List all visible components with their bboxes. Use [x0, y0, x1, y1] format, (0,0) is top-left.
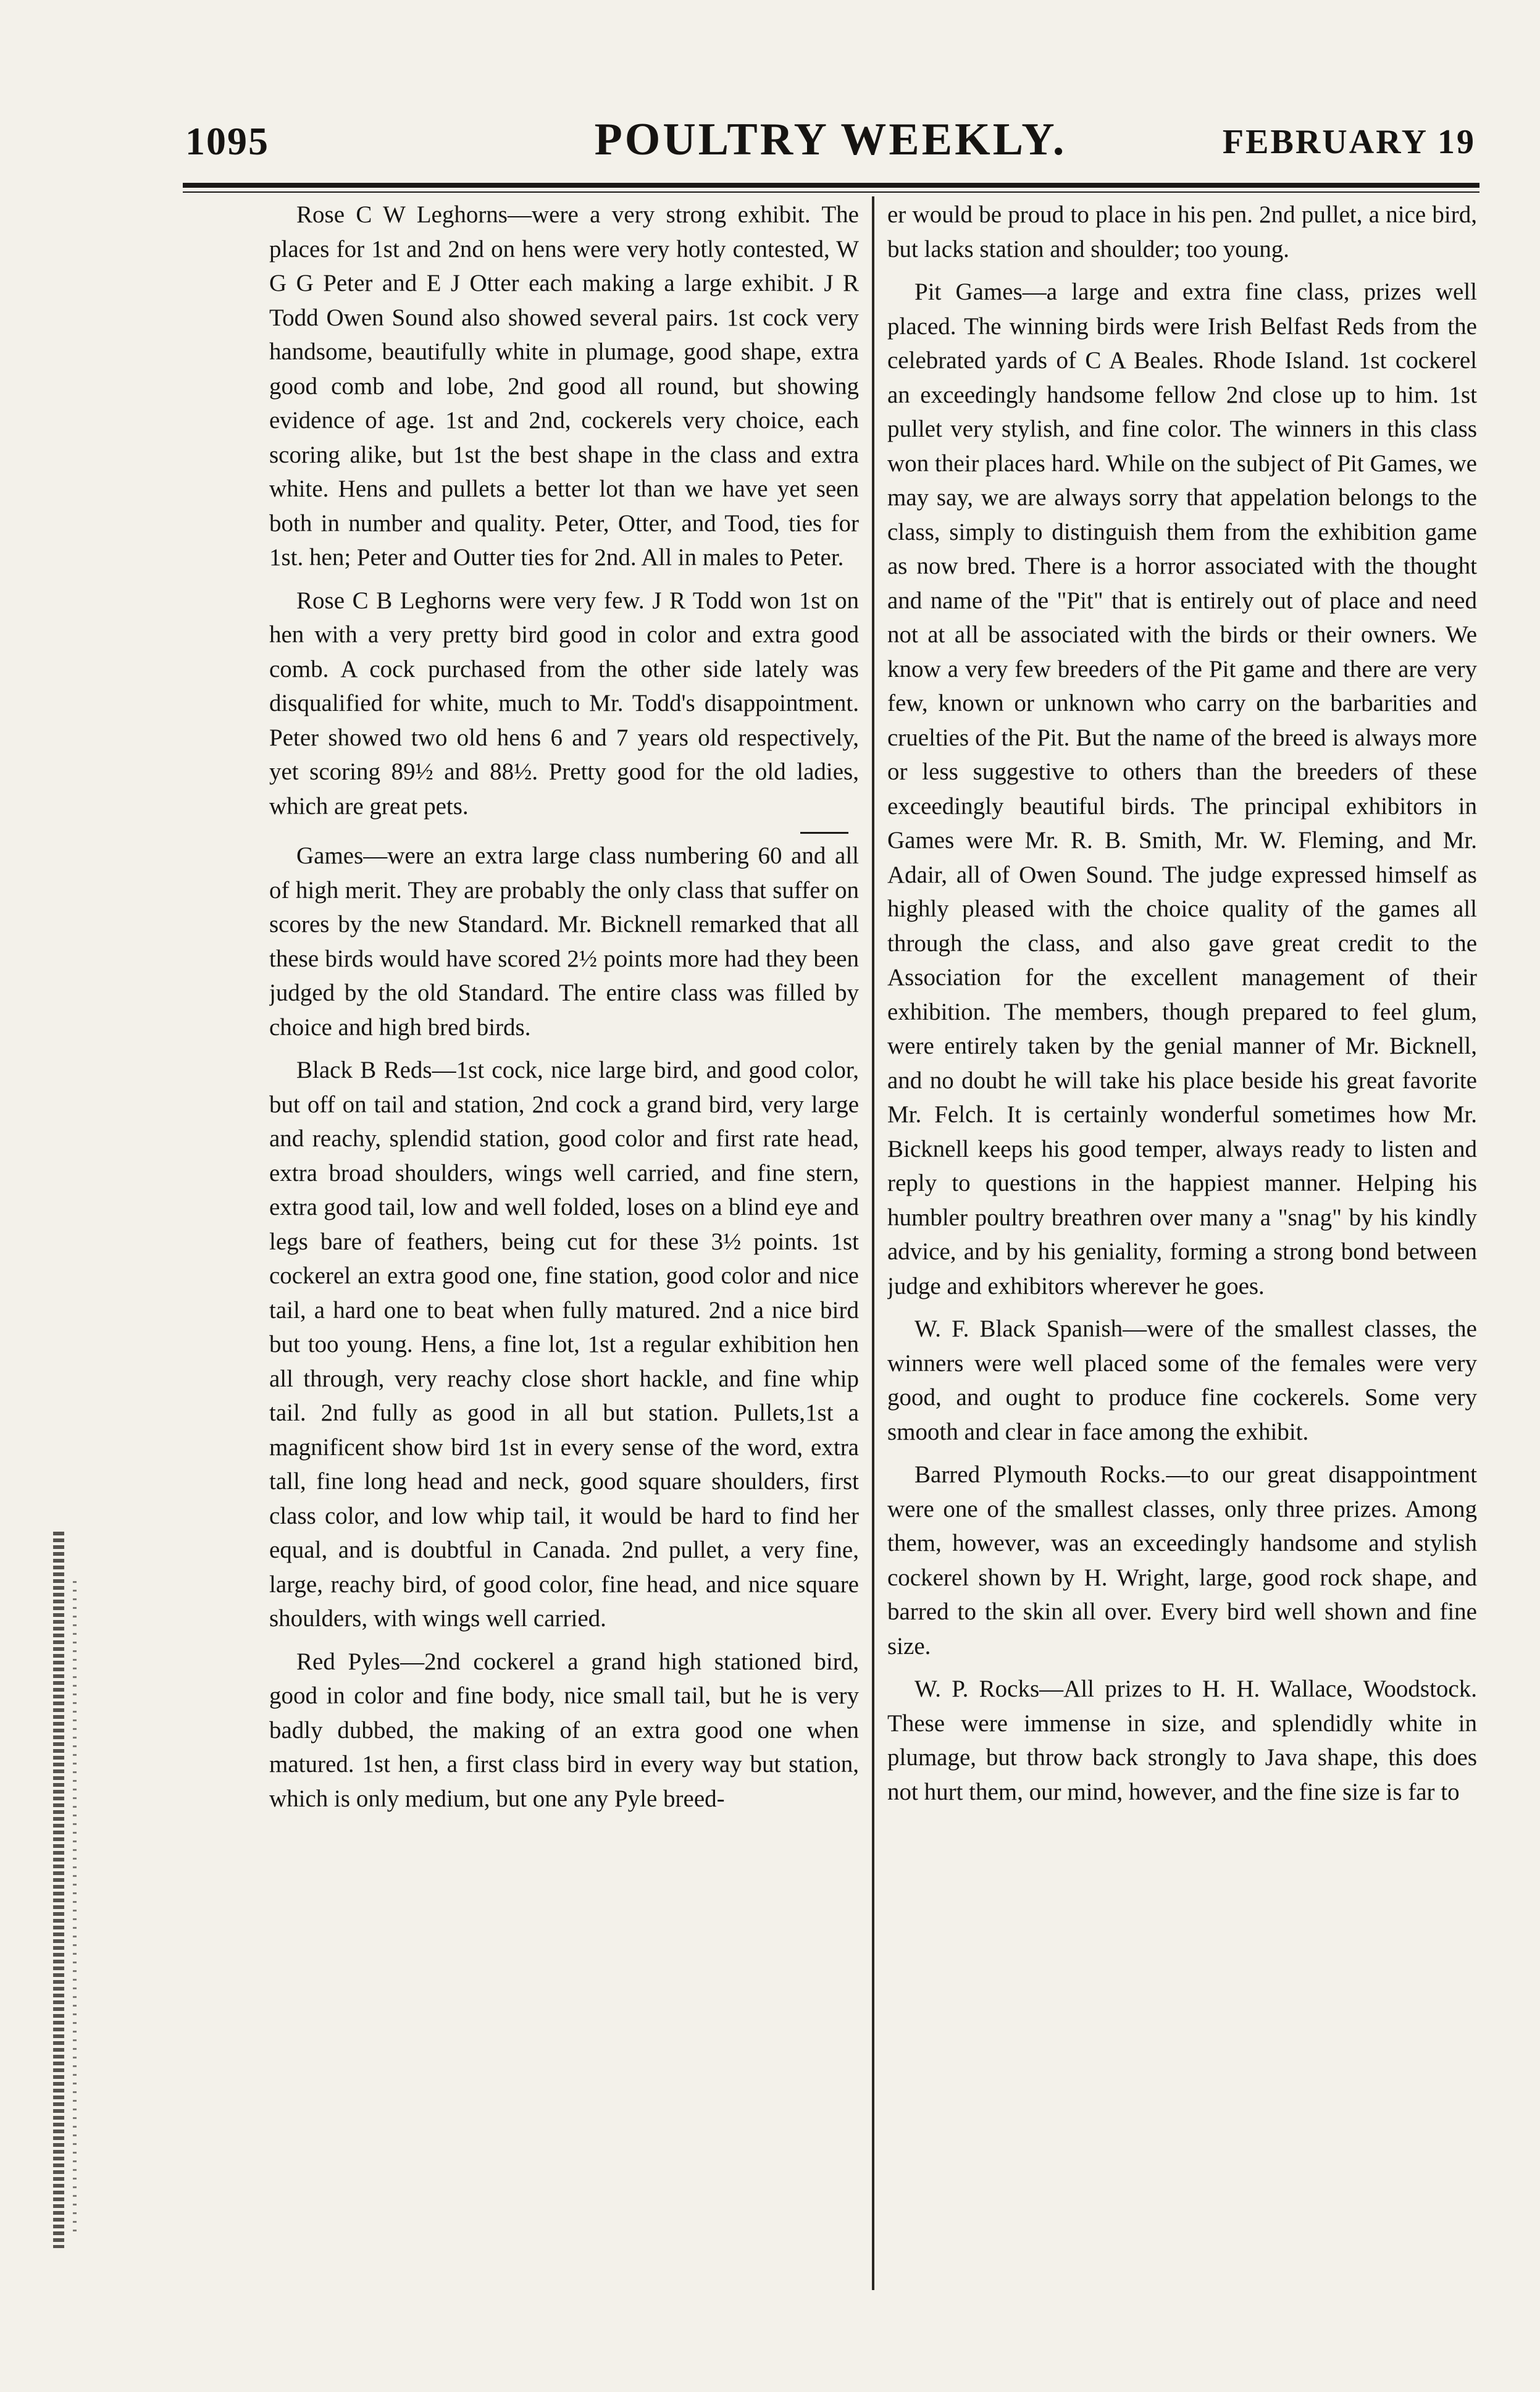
header-rule-thin — [183, 191, 1479, 193]
article-paragraph: Rose C B Leghorns were very few. J R Todd won 1st on hen with a very pretty bird good in color and extra good comb. A cock purchased from the other side lately was disqualified for white, much to Mr. Todd's disappointment. Peter showed two old hens 6 and 7 years old respectively, yet scoring 89½ and 88½. Pretty good for the old ladies, which are great pets. — [269, 587, 859, 820]
issue-date: FEBRUARY 19 — [1222, 123, 1476, 161]
article-paragraph: W. F. Black Spanish—were of the smallest classes, the winners were well placed some of the females were very good, and ought to produce fine cockerels. Some very smooth and clear in face among the exhibit. — [887, 1316, 1477, 1445]
article-paragraph: Barred Plymouth Rocks.—to our great disappointment were one of the smallest classes, only three prizes. Among them, however, was an exceedingly handsome and stylish cockerel shown by H. Wright, large, good rock shape, and barred to the skin all over. Every bird well shown and fine size. — [887, 1461, 1477, 1660]
article-paragraph: W. P. Rocks—All prizes to H. H. Wallace, Woodstock. These were immense in size, and splendidly white in plumage, but throw back strongly to Java shape, this does not hurt them, our mind, however, and the fine size is far to — [887, 1676, 1477, 1805]
article-paragraph: Red Pyles—2nd cockerel a grand high stationed bird, good in color and fine body, nice small tail, but he is very badly dubbed, the making of an extra good one when matured. 1st hen, a first class bird in every way but station, which is only medium, but one any Pyle breed- — [269, 1648, 859, 1812]
page-number: 1095 — [185, 119, 269, 163]
page-header — [185, 106, 1476, 180]
column-divider — [872, 196, 874, 2290]
article-paragraph: Black B Reds—1st cock, nice large bird, and good color, but off on tail and station, 2nd cock a grand bird, very large and reachy, splendid station, good color and first rate head, extra broad shoulders, wings well carried, and fine stern, extra good tail, low and well folded, loses on a blind eye and legs bare of feathers, being cut for these 3½ points. 1st cockerel an extra good one, fine station, good color and nice tail, a hard one to beat when fully matured. 2nd a nice bird but too young. Hens, a fine lot, 1st a regular exhibition hen all through, very reachy close short hackle, and fine whip tail. 2nd fully as good in all but station. Pullets,1st a magnificent show bird 1st in every sense of the word, extra tall, fine long head and neck, good square shoulders, first class color, and low whip tail, it would be hard to find her equal, and is doubtful in Canada. 2nd pullet, a very fine, large, reachy bird, of good color, fine head, and nice square shoulders, with wings well carried. — [269, 1057, 859, 1632]
right-column — [887, 198, 1477, 2285]
article-paragraph: Rose C W Leghorns—were a very strong exhibit. The places for 1st and 2nd on hens were very hotly contested, W G G Peter and E J Otter each making a large exhibit. J R Todd Owen Sound also showed several pairs. 1st cock very handsome, beautifully white in plumage, good shape, extra good comb and lobe, 2nd good all round, but showing evidence of age. 1st and 2nd, cockerels very choice, each scoring alike, but 1st the best shape in the class and extra white. Hens and pullets a better lot than we have yet seen both in number and quality. Peter, Otter, and Tood, ties for 1st. hen; Peter and Outter ties for 2nd. All in males to Peter. — [269, 201, 859, 571]
article-paragraph: Games—were an extra large class numbering 60 and all of high merit. They are probably the only class that suffer on scores by the new Standard. Mr. Bicknell remarked that all these birds would have scored 2½ points more had they been judged by the old Standard. The entire class was filled by choice and high bred birds. — [269, 842, 859, 1041]
header-rule — [183, 183, 1479, 188]
journal-title: POULTRY WEEKLY. — [594, 114, 1067, 165]
article-paragraph: er would be proud to place in his pen. 2nd pullet, a nice bird, but lacks station and shoulder; too young. — [887, 201, 1477, 262]
scan-edge-artifact — [53, 1532, 64, 2248]
article-paragraph: Pit Games—a large and extra fine class, prizes well placed. The winning birds were Irish Belfast Reds from the celebrated yards of C A Beales. Rhode Island. 1st cockerel an exceedingly handsome fellow 2nd close up to him. 1st pullet very stylish, and fine color. The winners in this class won their places hard. While on the subject of Pit Games, we may say, we are always sorry that appelation belongs to the class, simply to distinguish them from the exhibition game as now bred. There is a horror associated with the thought and name of the "Pit" that is entirely out of place and need not at all be associated with the birds or their owners. We know a very few breeders of the Pit game and there are very few, known or unknown who carry on the barbarities and cruelties of the Pit. But the name of the breed is always more or less suggestive to others than the breeders of these exceedingly beautiful birds. The principal exhibitors in Games were Mr. R. B. Smith, Mr. W. Fleming, and Mr. Adair, all of Owen Sound. The judge expressed himself as highly pleased with the choice quality of the games all through the class, and also gave great credit to the Association for the excellent management of their exhibition. The members, though prepared to feel glum, were entirely taken by the genial manner of Mr. Bicknell, and no doubt he will take his place beside his great favorite Mr. Felch. It is certainly wonderful sometimes how Mr. Bicknell keeps his good temper, always ready to listen and reply to questions in the happiest manner. Helping his humbler poultry breathren over many a "snag" by his kindly advice, and by his geniality, forming a strong bond between judge and exhibitors wherever he goes. — [887, 279, 1477, 1299]
section-separator — [800, 832, 848, 834]
left-column — [269, 198, 859, 2285]
scan-edge-artifact — [73, 1581, 77, 2236]
